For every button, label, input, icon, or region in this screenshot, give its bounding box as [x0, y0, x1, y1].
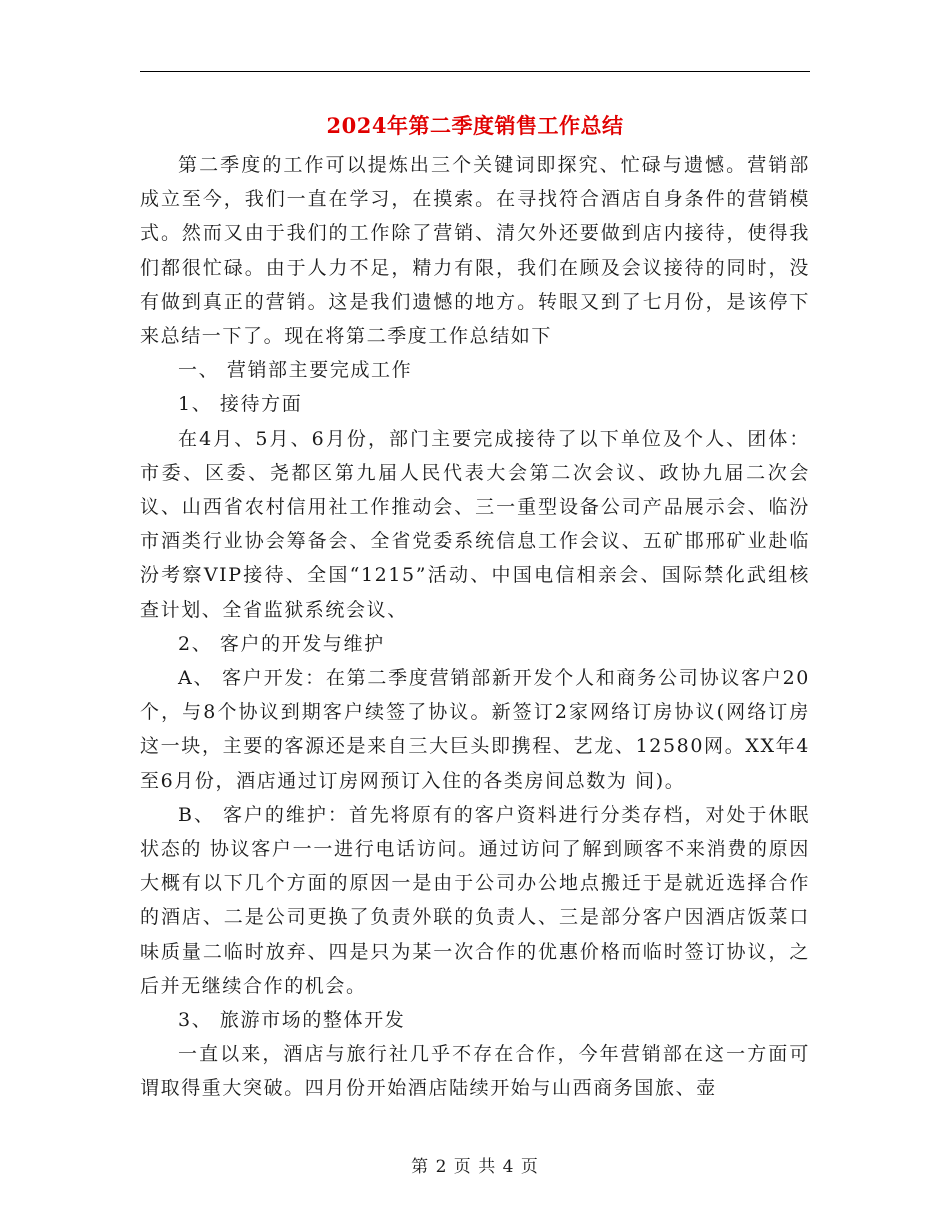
subsection-heading-tourism: 3、 旅游市场的整体开发 — [178, 1009, 406, 1032]
reception-paragraph: 在4月、5月、6月份，部门主要完成接待了以下单位及个人、团体：市委、区委、尧都区第九届人民代表大会第二次会议、政协九届二次会议、山西省农村信用社工作推动会、三一重型设备公司产品展示会、临汾市酒类行业协会筹备会、全省党委系统信息工作会议、五矿邯邢矿业赴临汾考察VIP接待、全国“1215”活动、中国电信相亲会、国际禁化武组核查计划、全省监狱系统会议、 — [140, 427, 810, 621]
subsection-heading-reception: 1、 接待方面 — [178, 393, 303, 416]
client-maintenance-paragraph: B、 客户的维护：首先将原有的客户资料进行分类存档，对处于休眠状态的 协议客户一一进行电话访问。通过访问了解到顾客不来消费的原因大概有以下几个方面的原因一是由于公司办公地点搬迁于是就近选择合作的酒店、二是公司更换了负责外联的负责人、三是部分客户因酒店饭菜口味质量二临时放弃、四是只为某一次合作的优惠价格而临时签订协议，之后并无继续合作的机会。 — [140, 803, 810, 997]
intro-paragraph: 第二季度的工作可以提炼出三个关键词即探究、忙碌与遗憾。营销部成立至今，我们一直在学习，在摸索。在寻找符合酒店自身条件的营销模式。然而又由于我们的工作除了营销、清欠外还要做到店内接待，使得我们都很忙碌。由于人力不足，精力有限，我们在顾及会议接待的同时，没有做到真正的营销。这是我们遗憾的地方。转眼又到了七月份，是该停下来总结一下了。现在将第二季度工作总结如下 — [140, 154, 810, 348]
client-development-paragraph: A、 客户开发：在第二季度营销部新开发个人和商务公司协议客户20个，与8个协议到期客户续签了协议。新签订2家网络订房协议(网络订房这一块，主要的客源还是来自三大巨头即携程、艺龙、12580网。XX年4至6月份，酒店通过订房网预订入住的各类房间总数为 间)。 — [140, 667, 810, 792]
document-title: 2024年第二季度销售工作总结 — [326, 113, 624, 138]
document-body — [140, 148, 810, 1106]
tourism-paragraph: 一直以来，酒店与旅行社几乎不存在合作，今年营销部在这一方面可谓取得重大突破。四月份开始酒店陆续开始与山西商务国旅、壶 — [140, 1043, 810, 1100]
subsection-heading-clients: 2、 客户的开发与维护 — [178, 632, 385, 655]
section-heading-1: 一、 营销部主要完成工作 — [178, 359, 413, 382]
header-rule — [140, 71, 810, 72]
page-number-footer: 第 2 页 共 4 页 — [411, 1157, 539, 1177]
